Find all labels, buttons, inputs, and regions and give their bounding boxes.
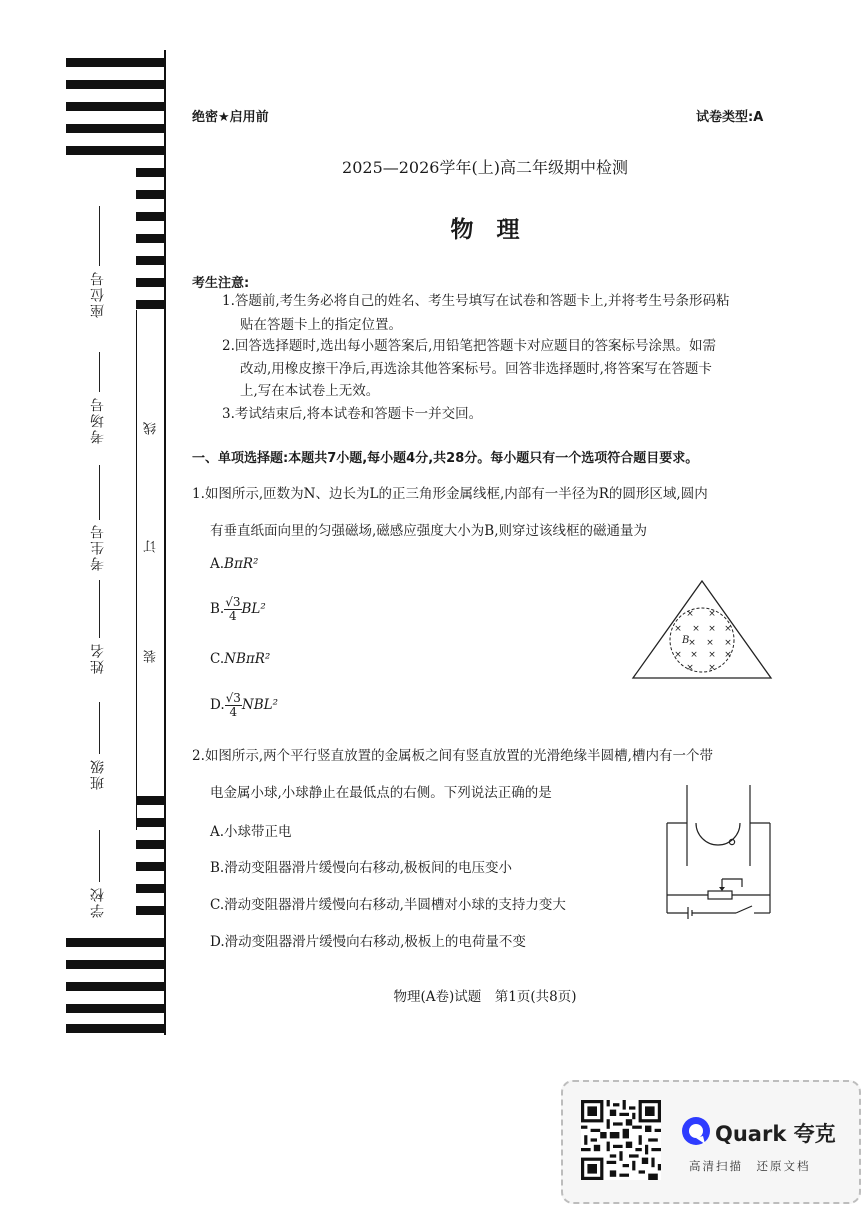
binding-stripes-bottom <box>66 792 166 1037</box>
mark-xian: 线 <box>144 420 159 435</box>
svg-text:×: × <box>686 663 694 673</box>
svg-text:×: × <box>706 638 714 648</box>
figure-label: B <box>682 635 690 646</box>
field-label: 座位号 <box>90 270 106 318</box>
notice-item: 3.考试结束后,将本试卷和答题卡一并交回。 <box>222 406 483 422</box>
secret-label: 绝密★启用前 <box>192 110 269 125</box>
field-room[interactable] <box>88 352 112 472</box>
q1-option-b[interactable] <box>210 596 266 623</box>
quark-slogan: 高清扫描 还原文档 <box>689 1159 811 1173</box>
option-text: BL² <box>241 601 266 617</box>
binding-stripes-top <box>66 54 166 344</box>
svg-text:×: × <box>708 609 716 619</box>
option-label: D. <box>210 697 225 713</box>
notice-item: 改动,用橡皮擦干净后,再选涂其他答案标号。回答非选择题时,将答案写在答题卡 <box>240 361 712 377</box>
field-blank <box>99 465 100 520</box>
field-name[interactable] <box>88 580 112 700</box>
q2-option-a[interactable]: A.小球带正电 <box>210 824 292 840</box>
q1-option-d[interactable] <box>210 692 278 719</box>
notice-item: 上,写在本试卷上无效。 <box>240 383 380 399</box>
quark-logo-icon <box>681 1116 711 1146</box>
field-blank <box>99 206 100 266</box>
option-text: NBπR² <box>224 651 271 667</box>
qr-code-icon <box>581 1100 661 1180</box>
svg-text:×: × <box>688 638 696 648</box>
subject-title: 物 理 <box>450 217 520 243</box>
svg-text:×: × <box>708 663 716 673</box>
q2-option-c[interactable]: C.滑动变阻器滑片缓慢向右移动,半圆槽对小球的支持力变大 <box>210 897 566 913</box>
svg-text:×: × <box>686 609 694 619</box>
q2-stem-line2: 电金属小球,小球静止在最低点的右侧。下列说法正确的是 <box>210 785 552 801</box>
quark-watermark[interactable] <box>561 1080 861 1204</box>
notice-item: 2.回答选择题时,选出每小题答案后,用铅笔把答题卡对应题目的答案标号涂黑。如需 <box>222 338 716 354</box>
exam-title: 2025—2026学年(上)高二年级期中检测 <box>342 158 628 177</box>
svg-text:×: × <box>724 650 732 660</box>
notice-item: 贴在答题卡上的指定位置。 <box>240 317 402 333</box>
field-label: 姓名 <box>90 642 106 674</box>
field-blank <box>99 830 100 882</box>
option-label: A. <box>210 556 225 572</box>
page-footer: 物理(A卷)试题 第1页(共8页) <box>393 989 577 1005</box>
svg-text:×: × <box>708 650 716 660</box>
fraction: $\frac{√3}{4}$ <box>225 595 241 623</box>
field-label: 班级 <box>90 758 106 790</box>
field-school[interactable] <box>88 830 112 940</box>
svg-text:×: × <box>674 624 682 634</box>
field-blank <box>99 580 100 638</box>
mark-zhuang: 装 <box>144 648 159 663</box>
field-blank <box>99 352 100 392</box>
field-label: 考场号 <box>90 396 106 444</box>
section-title: 一、单项选择题:本题共7小题,每小题4分,共28分。每小题只有一个选项符合题目要求。 <box>192 451 699 466</box>
svg-text:×: × <box>724 638 732 648</box>
option-text: NBL² <box>241 697 279 713</box>
notice-item: 1.答题前,考生务必将自己的姓名、考生号填写在试卷和答题卡上,并将考生号条形码粘 <box>222 293 730 309</box>
q1-option-c[interactable] <box>210 651 270 667</box>
q1-stem-line1: 1.如图所示,匝数为N、边长为L的正三角形金属线框,内部有一半径为R的圆形区域,圆内 <box>192 486 708 502</box>
q1-option-a[interactable] <box>210 556 258 572</box>
svg-text:×: × <box>708 624 716 634</box>
fraction: $\frac{√3}{4}$ <box>225 691 241 719</box>
option-text: BπR² <box>224 556 259 572</box>
field-class[interactable] <box>88 702 112 812</box>
mark-ding: 订 <box>144 538 159 553</box>
q2-option-b[interactable]: B.滑动变阻器滑片缓慢向右移动,极板间的电压变小 <box>210 860 513 876</box>
field-exam-id[interactable] <box>88 465 112 595</box>
q1-figure <box>630 578 775 682</box>
field-seat[interactable] <box>88 206 112 346</box>
notice-heading: 考生注意: <box>192 276 250 291</box>
svg-text:×: × <box>690 650 698 660</box>
field-label: 考生号 <box>90 523 106 571</box>
quark-brand: Quark 夸克 <box>715 1122 836 1146</box>
svg-text:×: × <box>692 624 700 634</box>
q2-figure <box>664 783 774 928</box>
svg-text:×: × <box>674 650 682 660</box>
field-label: 学校 <box>90 886 106 918</box>
option-label: C. <box>210 651 225 667</box>
option-label: B. <box>210 601 225 617</box>
binding-margin <box>60 40 170 1040</box>
svg-text:×: × <box>724 624 732 634</box>
q2-option-d[interactable]: D.滑动变阻器滑片缓慢向右移动,极板上的电荷量不变 <box>210 934 526 950</box>
q2-stem-line1: 2.如图所示,两个平行竖直放置的金属板之间有竖直放置的光滑绝缘半圆槽,槽内有一个带 <box>192 748 713 764</box>
paper-type-label: 试卷类型:A <box>696 110 764 125</box>
q1-stem-line2: 有垂直纸面向里的匀强磁场,磁感应强度大小为B,则穿过该线框的磁通量为 <box>210 523 648 539</box>
field-blank <box>99 702 100 754</box>
binding-line-inner <box>136 310 137 830</box>
